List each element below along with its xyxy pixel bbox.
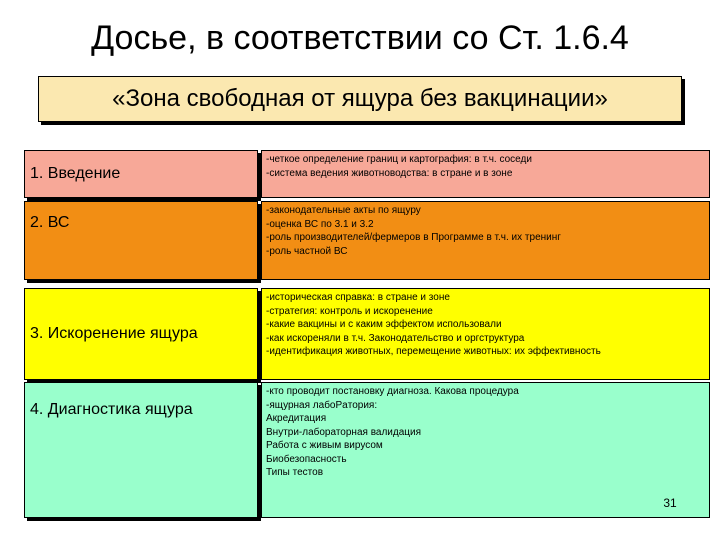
detail-line: -ящурная лабоPaтория: [266, 399, 378, 411]
detail-line: -историческая справка: в стране и зоне [266, 292, 450, 303]
subtitle-box [38, 76, 682, 122]
section-heading: 4. Диагностика ящура [24, 382, 258, 518]
subtitle-text: «Зона свободная от ящура без вакцинации» [112, 85, 608, 112]
detail-line: -кто проводит постановку диагноза. Какова процедура [266, 386, 519, 397]
section-details [261, 382, 710, 518]
detail-line: Типы тестов [266, 467, 324, 478]
detail-line: -какие вакцины и с каким эффектом использовали [266, 319, 502, 330]
section-details [261, 288, 710, 380]
detail-line: -как искореняли в т.ч. Законодательство и оргструктура [266, 332, 525, 344]
section-row-eradication [24, 288, 710, 380]
section-heading: 3. Искоренение ящура [24, 288, 258, 380]
detail-line: -четкое определение границ и картография: в т.ч. соседи [266, 154, 532, 165]
page-number: 31 [663, 496, 677, 510]
detail-line: -законодательные акты по ящуру [266, 205, 421, 216]
detail-line: Биобезопасность [266, 453, 347, 465]
page-title: Досье, в соответствии со Ст. 1.6.4 [91, 19, 629, 57]
detail-line: -идентификация животных, перемещение животных: их эффективность [266, 346, 601, 357]
section-details [261, 150, 710, 198]
section-heading: 2. ВС [24, 201, 258, 280]
section-row-diagnostics [24, 382, 710, 518]
detail-line: -стратегия: контроль и искоренение [266, 305, 433, 317]
detail-line: -оценка ВС по 3.1 и 3.2 [266, 218, 374, 230]
detail-line: Внутри-лабораторная валидация [266, 426, 422, 438]
section-row-vs [24, 201, 710, 280]
detail-line: -система ведения животноводства: в стране и в зоне [266, 167, 513, 179]
detail-line: -роль производителей/фермеров в Программе в т.ч. их тренинг [266, 232, 561, 243]
section-details [261, 201, 710, 280]
detail-line: Акредитация [266, 413, 327, 424]
detail-line: Работа с живым вирусом [266, 440, 383, 451]
section-row-introduction [24, 150, 710, 198]
detail-line: -роль частной ВС [266, 245, 348, 257]
section-heading: 1. Введение [24, 150, 258, 198]
